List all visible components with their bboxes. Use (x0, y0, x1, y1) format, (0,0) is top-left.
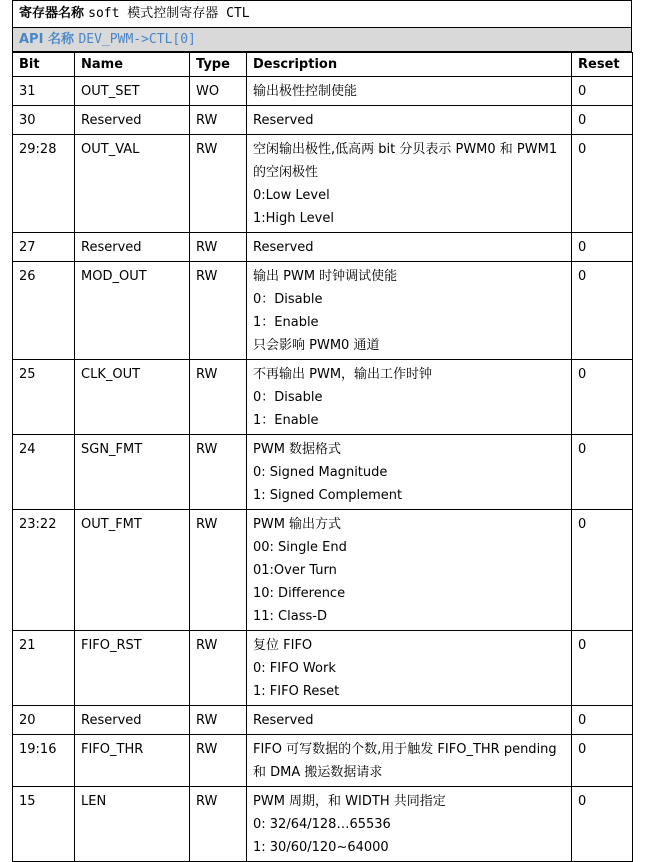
description-line: 1：Enable (253, 315, 319, 330)
table-row (13, 735, 633, 787)
column-header-type: Type (190, 53, 247, 77)
description-line: 0：Disable (253, 292, 323, 307)
cell-type: RW (190, 735, 247, 787)
table-row (13, 233, 633, 262)
cell-bit: 15 (13, 787, 75, 862)
table-row (13, 631, 633, 706)
cell-name: MOD_OUT (75, 262, 190, 360)
cell-type: RW (190, 787, 247, 862)
cell-reset: 0 (572, 77, 633, 106)
register-title-row (12, 0, 632, 27)
cell-name: FIFO_RST (75, 631, 190, 706)
description-line: Reserved (253, 713, 314, 728)
cell-bit: 25 (13, 360, 75, 435)
cell-name: Reserved (75, 106, 190, 135)
cell-name: Reserved (75, 706, 190, 735)
cell-reset: 0 (572, 262, 633, 360)
cell-name: LEN (75, 787, 190, 862)
description-line: 1: 30/60/120~64000 (253, 840, 389, 855)
cell-reset: 0 (572, 435, 633, 510)
cell-description (247, 233, 572, 262)
api-name-value: DEV_PWM->CTL[0] (78, 32, 196, 47)
cell-reset: 0 (572, 106, 633, 135)
cell-bit: 29:28 (13, 135, 75, 233)
description-line: 只会影响 PWM0 通道 (253, 338, 380, 353)
cell-bit: 24 (13, 435, 75, 510)
cell-bit: 26 (13, 262, 75, 360)
cell-type: RW (190, 435, 247, 510)
cell-reset: 0 (572, 706, 633, 735)
cell-description (247, 787, 572, 862)
column-header-description: Description (247, 53, 572, 77)
cell-type: RW (190, 360, 247, 435)
table-row (13, 106, 633, 135)
cell-type: WO (190, 77, 247, 106)
description-line: 11: Class-D (253, 609, 327, 624)
cell-bit: 21 (13, 631, 75, 706)
register-table (12, 52, 633, 862)
description-line: Reserved (253, 113, 314, 128)
column-header-name: Name (75, 53, 190, 77)
description-line: 输出极性控制使能 (253, 84, 358, 99)
cell-name: OUT_VAL (75, 135, 190, 233)
description-line: 0: FIFO Work (253, 661, 336, 676)
description-line: 复位 FIFO (253, 638, 313, 653)
cell-reset: 0 (572, 735, 633, 787)
cell-name: FIFO_THR (75, 735, 190, 787)
cell-name: CLK_OUT (75, 360, 190, 435)
cell-description (247, 706, 572, 735)
table-row (13, 510, 633, 631)
description-line: 1：Enable (253, 413, 319, 428)
table-row (13, 787, 633, 862)
table-row (13, 135, 633, 233)
cell-bit: 20 (13, 706, 75, 735)
cell-name: Reserved (75, 233, 190, 262)
description-line: 0:Low Level (253, 188, 330, 203)
api-name-row (12, 27, 632, 52)
description-line: 1:High Level (253, 211, 334, 226)
description-line: 和 DMA 搬运数据请求 (253, 765, 383, 780)
description-line: 输出 PWM 时钟调试使能 (253, 269, 398, 284)
description-line: 01:Over Turn (253, 563, 337, 578)
cell-description (247, 106, 572, 135)
cell-bit: 30 (13, 106, 75, 135)
cell-reset: 0 (572, 135, 633, 233)
description-line: PWM 输出方式 (253, 517, 342, 532)
cell-description (247, 510, 572, 631)
register-doc (12, 0, 632, 862)
description-line: PWM 数据格式 (253, 442, 342, 457)
cell-reset: 0 (572, 360, 633, 435)
description-line: 1: Signed Complement (253, 488, 403, 503)
cell-reset: 0 (572, 233, 633, 262)
cell-description (247, 631, 572, 706)
description-line: Reserved (253, 240, 314, 255)
description-line: 10: Difference (253, 586, 346, 601)
cell-name: OUT_FMT (75, 510, 190, 631)
description-line: 不再输出 PWM，输出工作时钟 (253, 367, 433, 382)
description-line: 0：Disable (253, 390, 323, 405)
cell-bit: 23:22 (13, 510, 75, 631)
table-row (13, 262, 633, 360)
description-line: FIFO 可写数据的个数,用于触发 FIFO_THR pending (253, 742, 557, 757)
description-line: 0: Signed Magnitude (253, 465, 388, 480)
cell-bit: 19:16 (13, 735, 75, 787)
cell-description (247, 77, 572, 106)
description-line: 空闲输出极性,低高两 bit 分贝表示 PWM0 和 PWM1 (253, 142, 558, 157)
cell-reset: 0 (572, 510, 633, 631)
cell-name: SGN_FMT (75, 435, 190, 510)
cell-description (247, 135, 572, 233)
table-row (13, 706, 633, 735)
cell-bit: 27 (13, 233, 75, 262)
cell-bit: 31 (13, 77, 75, 106)
description-line: 1: FIFO Reset (253, 684, 340, 699)
column-header-reset: Reset (572, 53, 633, 77)
table-row (13, 360, 633, 435)
cell-type: RW (190, 233, 247, 262)
description-line: 00: Single End (253, 540, 347, 555)
cell-reset: 0 (572, 787, 633, 862)
register-title-label: 寄存器名称 (19, 6, 85, 21)
cell-type: RW (190, 510, 247, 631)
description-line: 0: 32/64/128…65536 (253, 817, 391, 832)
register-title-value: soft 模式控制寄存器 CTL (88, 6, 250, 21)
cell-type: RW (190, 262, 247, 360)
description-line: 的空闲极性 (253, 165, 319, 180)
table-row (13, 77, 633, 106)
cell-type: RW (190, 631, 247, 706)
cell-description (247, 262, 572, 360)
column-header-bit: Bit (13, 53, 75, 77)
api-name-label: API 名称 (19, 32, 74, 47)
description-line: PWM 周期，和 WIDTH 共同指定 (253, 794, 446, 809)
cell-name: OUT_SET (75, 77, 190, 106)
cell-description (247, 735, 572, 787)
cell-type: RW (190, 106, 247, 135)
cell-reset: 0 (572, 631, 633, 706)
cell-description (247, 435, 572, 510)
table-header-row (13, 53, 633, 77)
table-row (13, 435, 633, 510)
cell-description (247, 360, 572, 435)
cell-type: RW (190, 135, 247, 233)
cell-type: RW (190, 706, 247, 735)
